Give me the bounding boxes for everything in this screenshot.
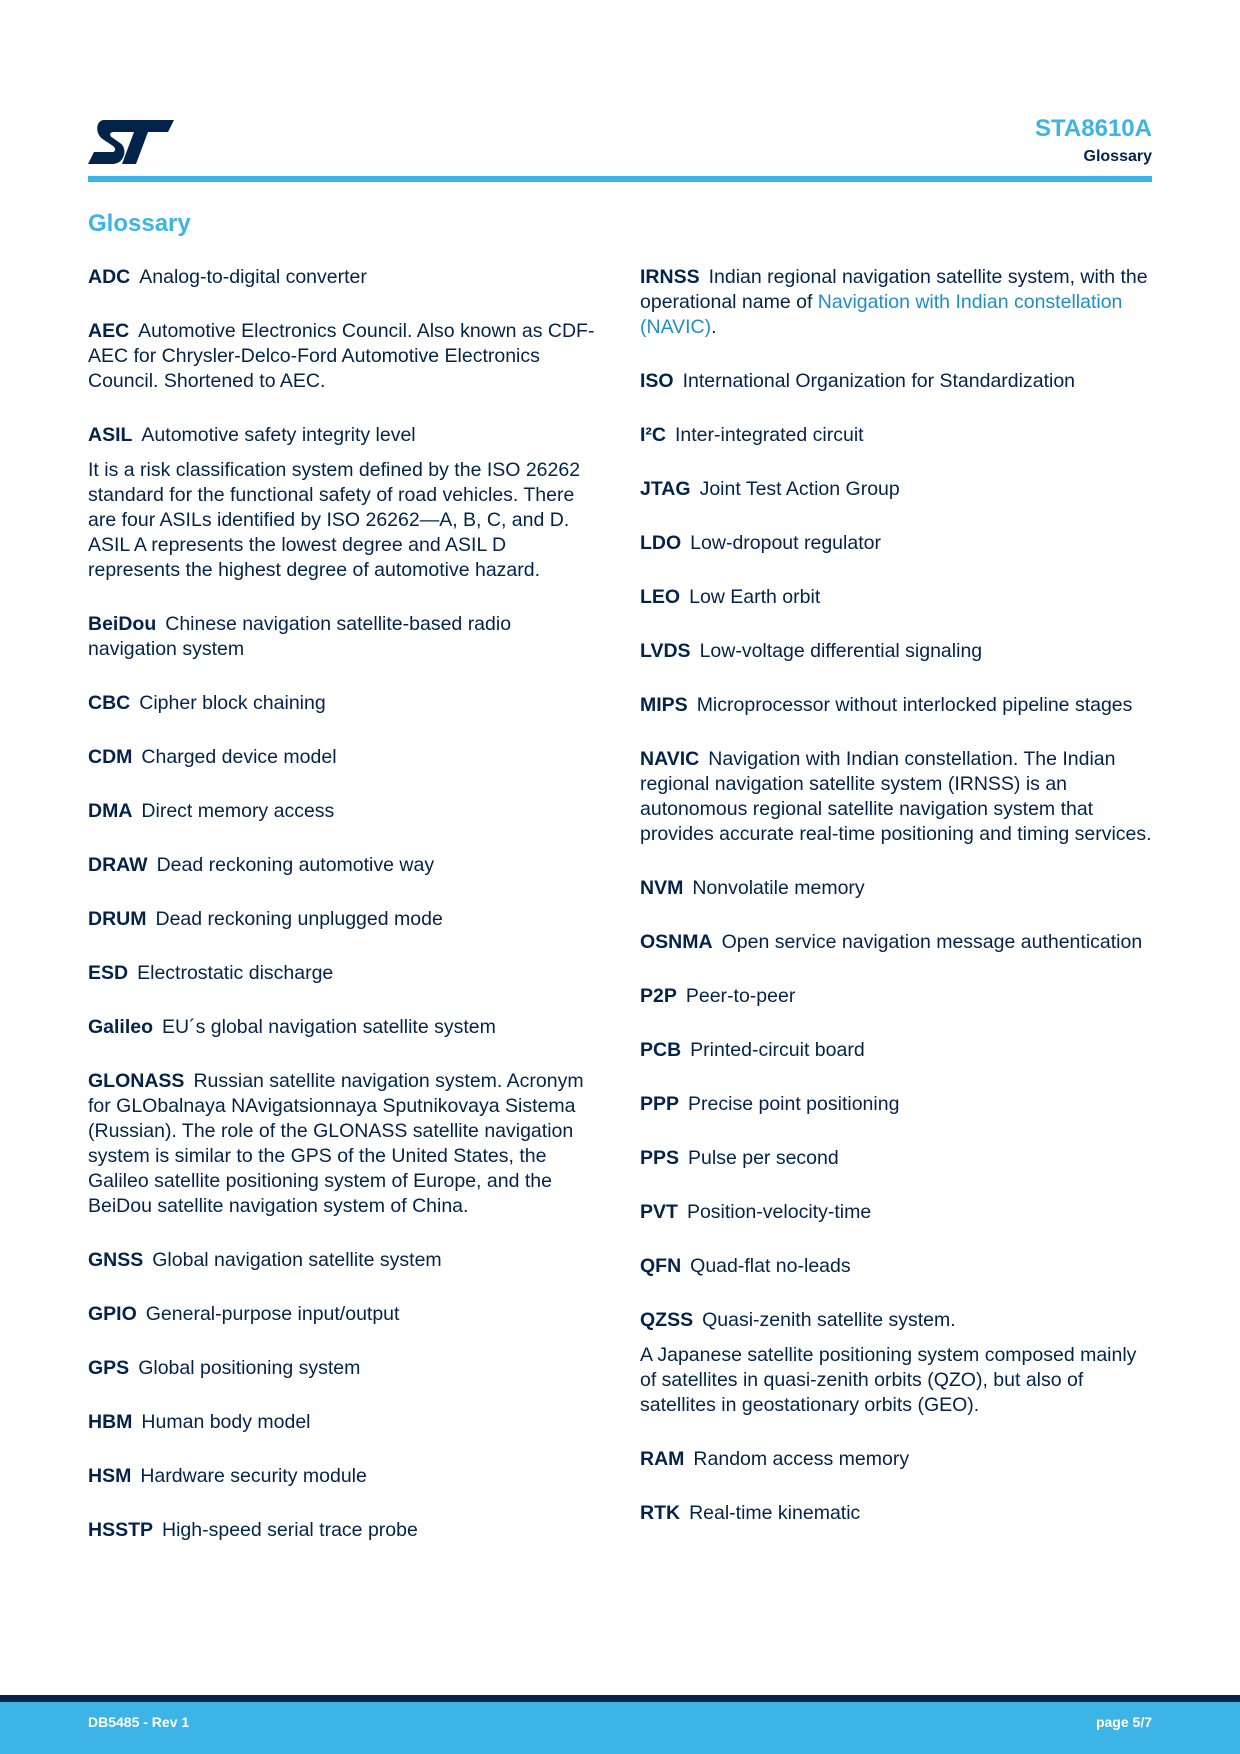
glossary-entry <box>88 319 598 394</box>
glossary-definition: Joint Test Action Group <box>699 478 900 500</box>
glossary-term: OSNMA <box>640 931 713 953</box>
glossary-term: RAM <box>640 1448 685 1470</box>
glossary-definition: Cipher block chaining <box>139 692 326 714</box>
glossary-term: BeiDou <box>88 613 157 635</box>
glossary-entry <box>88 853 598 878</box>
glossary-entry <box>640 1038 1155 1063</box>
glossary-entry <box>88 1518 598 1543</box>
glossary-entry <box>640 876 1155 901</box>
glossary-term: NAVIC <box>640 748 700 770</box>
glossary-definition: Human body model <box>141 1411 311 1433</box>
glossary-definition: Dead reckoning automotive way <box>156 854 435 876</box>
glossary-definition: Quasi-zenith satellite system. <box>702 1309 956 1331</box>
glossary-term: RTK <box>640 1502 681 1524</box>
glossary-definition: Direct memory access <box>141 800 335 822</box>
glossary-entry <box>640 369 1155 394</box>
glossary-entry <box>640 747 1155 847</box>
glossary-continuation: A Japanese satellite positioning system composed mainly of satellites in quasi-zenith orbits (QZO), but also of satellites in geostationary orbits (GEO). <box>640 1344 1137 1416</box>
glossary-term: GLONASS <box>88 1070 185 1092</box>
glossary-definition: Quad-flat no-leads <box>690 1255 851 1277</box>
glossary-entry <box>640 477 1155 502</box>
glossary-definition: Peer-to-peer <box>685 985 796 1007</box>
glossary-definition: Nonvolatile memory <box>692 877 865 899</box>
glossary-link-suffix: . <box>711 316 717 338</box>
glossary-term: HSSTP <box>88 1519 154 1541</box>
glossary-term: HBM <box>88 1411 133 1433</box>
footer-doc-id: DB5485 - Rev 1 <box>88 1714 190 1730</box>
glossary-definition: Precise point positioning <box>688 1093 900 1115</box>
glossary-entry <box>88 1464 598 1489</box>
glossary-term: MIPS <box>640 694 688 716</box>
glossary-term: I²C <box>640 424 666 446</box>
footer-page-number: page 5/7 <box>1095 1714 1152 1730</box>
st-logo-icon <box>88 118 174 166</box>
glossary-term: PPP <box>640 1093 680 1115</box>
glossary-entry <box>88 1069 598 1219</box>
glossary-definition: Dead reckoning unplugged mode <box>155 908 443 930</box>
glossary-entry <box>88 961 598 986</box>
page-footer <box>0 1702 1240 1754</box>
glossary-term: ASIL <box>88 424 133 446</box>
glossary-definition: Automotive Electronics Council. Also known as CDF-AEC for Chrysler-Delco-Ford Automotive Electronics Council. Shortened to AEC. <box>88 320 595 392</box>
header-section-label: Glossary <box>1083 148 1152 165</box>
section-title: Glossary <box>88 210 191 237</box>
glossary-definition: Microprocessor without interlocked pipeline stages <box>696 694 1133 716</box>
glossary-definition: Low Earth orbit <box>689 586 821 608</box>
glossary-term: P2P <box>640 985 677 1007</box>
header-rule <box>88 176 1152 182</box>
glossary-term: JTAG <box>640 478 691 500</box>
glossary-definition: Automotive safety integrity level <box>141 424 416 446</box>
glossary-term: LDO <box>640 532 682 554</box>
glossary-entry <box>88 423 598 583</box>
glossary-entry <box>640 1146 1155 1171</box>
glossary-entry <box>88 1356 598 1381</box>
glossary-entry <box>640 693 1155 718</box>
glossary-term: ISO <box>640 370 674 392</box>
glossary-term: DRUM <box>88 908 147 930</box>
glossary-definition: General-purpose input/output <box>145 1303 400 1325</box>
glossary-term: PPS <box>640 1147 680 1169</box>
glossary-term: GNSS <box>88 1249 144 1271</box>
glossary-left-column <box>88 265 598 1572</box>
glossary-entry <box>640 265 1155 340</box>
glossary-definition: Charged device model <box>141 746 337 768</box>
glossary-definition: Indian regional navigation satellite system, with the operational name of <box>640 266 1148 313</box>
glossary-definition: Navigation with Indian constellation. The Indian regional navigation satellite system (IRNSS) is an autonomous regional satellite navigation system that provides accurate real-time positioning and timing services. <box>640 748 1152 845</box>
glossary-entry <box>88 799 598 824</box>
glossary-definition: Real-time kinematic <box>689 1502 861 1524</box>
footer-rule <box>0 1695 1240 1702</box>
glossary-definition: Global navigation satellite system <box>152 1249 442 1271</box>
glossary-term: GPS <box>88 1357 130 1379</box>
glossary-term: CDM <box>88 746 133 768</box>
glossary-entry <box>88 1410 598 1435</box>
glossary-definition: International Organization for Standardization <box>682 370 1076 392</box>
glossary-entry <box>88 265 598 290</box>
glossary-term: HSM <box>88 1465 132 1487</box>
glossary-definition: Printed-circuit board <box>690 1039 865 1061</box>
glossary-term: QZSS <box>640 1309 694 1331</box>
glossary-term: ESD <box>88 962 129 984</box>
glossary-definition: Low-voltage differential signaling <box>699 640 983 662</box>
glossary-definition: Global positioning system <box>138 1357 361 1379</box>
glossary-definition: Inter-integrated circuit <box>675 424 864 446</box>
glossary-entry <box>640 585 1155 610</box>
glossary-term: Galileo <box>88 1016 154 1038</box>
glossary-entry <box>88 612 598 662</box>
glossary-term: PCB <box>640 1039 682 1061</box>
glossary-definition: Chinese navigation satellite-based radio navigation system <box>88 613 512 660</box>
glossary-entry <box>88 691 598 716</box>
glossary-entry <box>640 1254 1155 1279</box>
glossary-entry <box>88 745 598 770</box>
glossary-definition: Analog-to-digital converter <box>139 266 367 288</box>
glossary-term: LVDS <box>640 640 691 662</box>
glossary-definition: Position-velocity-time <box>686 1201 872 1223</box>
glossary-term: IRNSS <box>640 266 700 288</box>
document-title: STA8610A <box>1035 115 1152 142</box>
glossary-continuation: It is a risk classification system defined by the ISO 26262 standard for the functional safety of road vehicles. There are four ASILs identified by ISO 26262—A, B, C, and D. ASIL A represents the lowest degree and ASIL D represents the highest degree of automotive hazard. <box>88 459 581 581</box>
glossary-entry <box>640 531 1155 556</box>
glossary-term: DRAW <box>88 854 148 876</box>
glossary-entry <box>640 930 1155 955</box>
glossary-entry <box>88 1302 598 1327</box>
glossary-entry <box>640 1308 1155 1418</box>
glossary-link[interactable]: Navigation with Indian constellation (NAVIC) <box>640 291 1123 338</box>
glossary-entry <box>640 423 1155 448</box>
glossary-entry <box>88 1015 598 1040</box>
glossary-right-column <box>640 265 1155 1555</box>
glossary-entry <box>88 1248 598 1273</box>
glossary-definition: Pulse per second <box>688 1147 839 1169</box>
glossary-definition: Russian satellite navigation system. Acronym for GLObalnaya NAvigatsionnaya Sputnikovaya Sistema (Russian). The role of the GLONASS satellite navigation system is similar to the GPS of the United States, the Galileo satellite positioning system of Europe, and the BeiDou satellite navigation system of China. <box>88 1070 584 1217</box>
glossary-term: PVT <box>640 1201 678 1223</box>
glossary-definition: Electrostatic discharge <box>137 962 334 984</box>
glossary-entry <box>640 1501 1155 1526</box>
glossary-entry <box>640 1092 1155 1117</box>
glossary-entry <box>640 1200 1155 1225</box>
glossary-definition: High-speed serial trace probe <box>162 1519 418 1541</box>
glossary-definition: Random access memory <box>693 1448 910 1470</box>
glossary-entry <box>640 1447 1155 1472</box>
glossary-definition: Open service navigation message authentication <box>721 931 1143 953</box>
glossary-entry <box>640 639 1155 664</box>
glossary-term: AEC <box>88 320 130 342</box>
glossary-term: LEO <box>640 586 681 608</box>
glossary-term: NVM <box>640 877 684 899</box>
glossary-definition: EU´s global navigation satellite system <box>162 1016 496 1038</box>
glossary-term: QFN <box>640 1255 682 1277</box>
glossary-entry <box>640 984 1155 1009</box>
glossary-definition: Hardware security module <box>140 1465 367 1487</box>
glossary-term: CBC <box>88 692 131 714</box>
glossary-entry <box>88 907 598 932</box>
glossary-term: ADC <box>88 266 131 288</box>
page-header <box>1035 114 1152 166</box>
glossary-definition: Low-dropout regulator <box>690 532 881 554</box>
glossary-term: DMA <box>88 800 133 822</box>
glossary-term: GPIO <box>88 1303 137 1325</box>
